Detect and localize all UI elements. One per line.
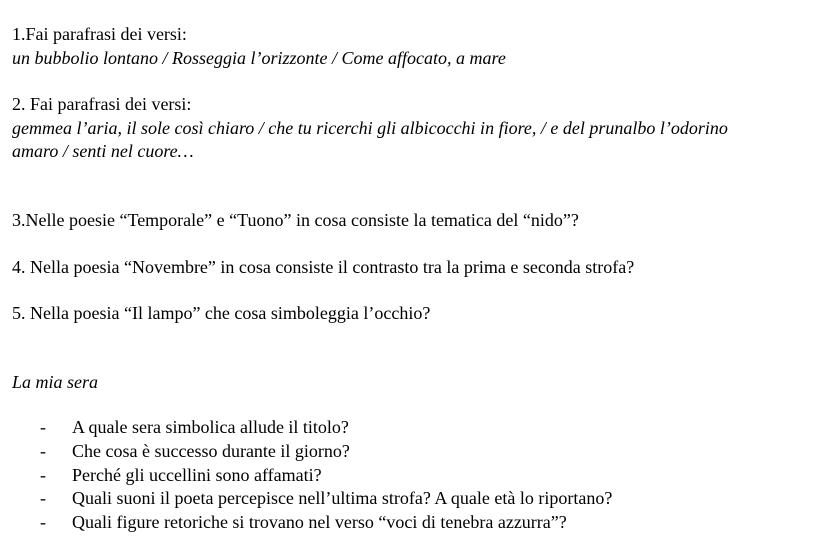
list-item-text: A quale sera simbolica allude il titolo? <box>72 417 349 437</box>
question-5: 5. Nella poesia “Il lampo” che cosa simboleggia l’occhio? <box>12 303 431 323</box>
question-1-heading: 1.Fai parafrasi dei versi: <box>12 24 187 44</box>
list-item-text: Che cosa è successo durante il giorno? <box>72 441 350 461</box>
bullet-marker: - <box>40 441 46 461</box>
question-2-verse-line-2: amaro / senti nel cuore… <box>12 141 194 161</box>
bullet-marker: - <box>40 512 46 532</box>
question-2-heading: 2. Fai parafrasi dei versi: <box>12 94 192 114</box>
bullet-marker: - <box>40 465 46 485</box>
bullet-marker: - <box>40 488 46 508</box>
question-1-verse: un bubbolio lontano / Rosseggia l’orizzonte / Come affocato, a mare <box>12 48 506 68</box>
question-2-verse-line-1: gemmea l’aria, il sole così chiaro / che tu ricerchi gli albicocchi in fiore, / e del prunalbo l’odorino <box>12 118 728 138</box>
section-title: La mia sera <box>12 372 99 392</box>
list-item-text: Quali suoni il poeta percepisce nell’ultima strofa? A quale età lo riportano? <box>72 488 613 508</box>
list-item-text: Perché gli uccellini sono affamati? <box>72 465 322 485</box>
question-4: 4. Nella poesia “Novembre” in cosa consiste il contrasto tra la prima e seconda strofa? <box>12 257 635 277</box>
question-3: 3.Nelle poesie “Temporale” e “Tuono” in cosa consiste la tematica del “nido”? <box>12 210 579 230</box>
list-item-text: Quali figure retoriche si trovano nel verso “voci di tenebra azzurra”? <box>72 512 567 532</box>
bullet-marker: - <box>40 417 46 437</box>
